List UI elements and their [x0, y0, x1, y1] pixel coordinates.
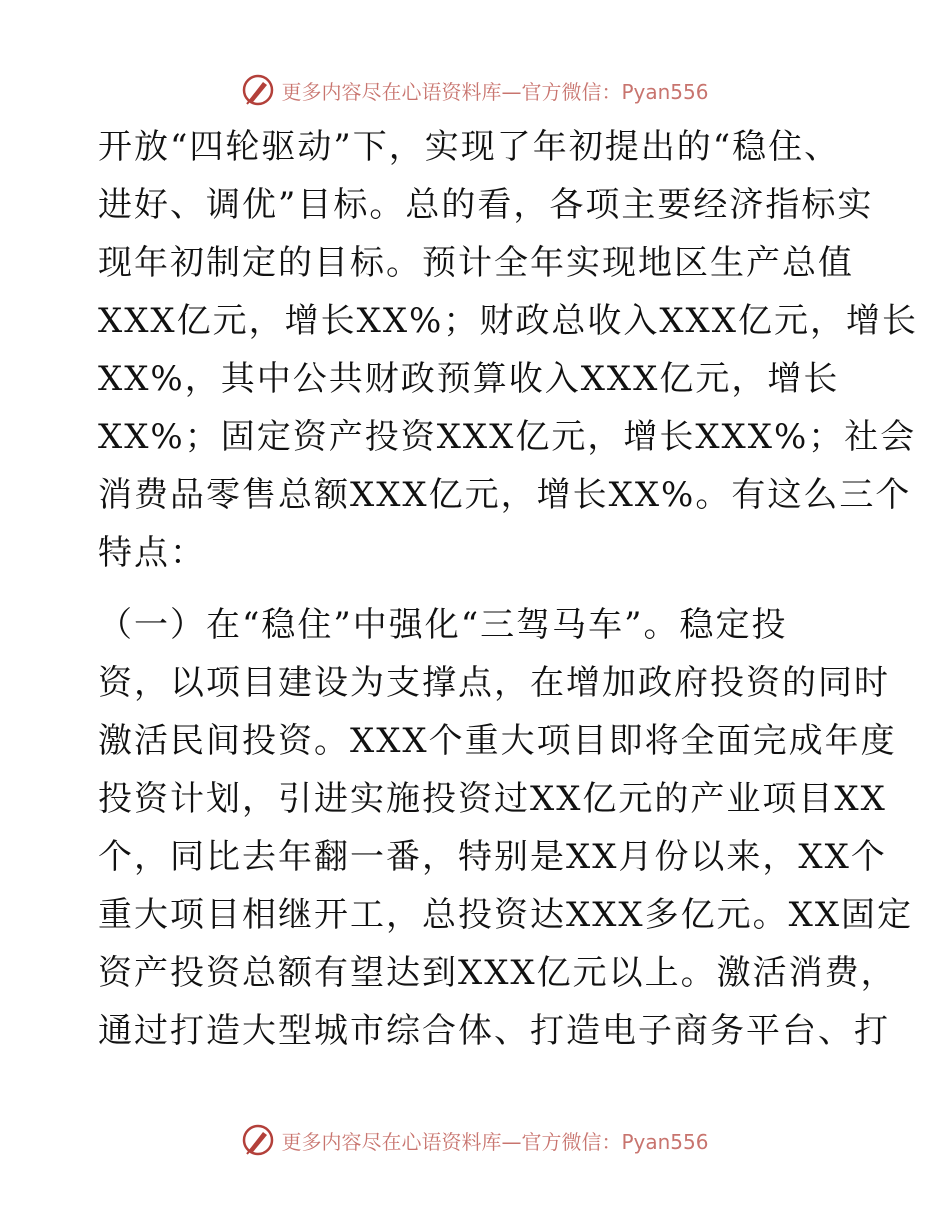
text-line: XX%；固定资产投资XXX亿元，增长XXX%；社会 — [98, 417, 917, 457]
pen-logo-icon — [241, 1123, 275, 1157]
pen-logo-icon — [241, 73, 275, 107]
footer-watermark-text: 更多内容尽在心语资料库—官方微信：Pyan556 — [281, 1129, 709, 1154]
text-line: 特点： — [98, 533, 206, 573]
text-line: 激活民间投资。XXX个重大项目即将全面完成年度 — [98, 721, 897, 761]
text-line: 投资计划，引进实施投资过XX亿元的产业项目XX — [98, 779, 887, 819]
text-line: 开放“四轮驱动”下，实现了年初提出的“稳住、 — [98, 127, 841, 167]
text-line: 资产投资总额有望达到XXX亿元以上。激活消费， — [98, 953, 897, 993]
text-line: 现年初制定的目标。预计全年实现地区生产总值 — [98, 243, 854, 283]
document-body — [98, 118, 918, 1060]
footer-watermark — [0, 1120, 950, 1160]
header-watermark — [0, 70, 950, 110]
text-line: 通过打造大型城市综合体、打造电子商务平台、打 — [98, 1011, 890, 1051]
text-line: 个，同比去年翻一番，特别是XX月份以来，XX个 — [98, 837, 887, 877]
text-line: XX%，其中公共财政预算收入XXX亿元，增长 — [98, 359, 840, 399]
text-line: XXX亿元，增长XX%；财政总收入XXX亿元，增长 — [98, 301, 918, 341]
paragraph-2 — [98, 596, 914, 1060]
text-line: 进好、调优”目标。总的看，各项主要经济指标实 — [98, 185, 874, 225]
text-line: 消费品零售总额XXX亿元，增长XX%。有这么三个 — [98, 475, 912, 515]
paragraph-1 — [98, 118, 918, 582]
text-line: 资，以项目建设为支撑点，在增加政府投资的同时 — [98, 663, 890, 703]
text-line: 重大项目相继开工，总投资达XXX多亿元。XX固定 — [98, 895, 914, 935]
header-watermark-text: 更多内容尽在心语资料库—官方微信：Pyan556 — [281, 79, 709, 104]
text-line: （一）在“稳住”中强化“三驾马车”。稳定投 — [98, 605, 788, 645]
